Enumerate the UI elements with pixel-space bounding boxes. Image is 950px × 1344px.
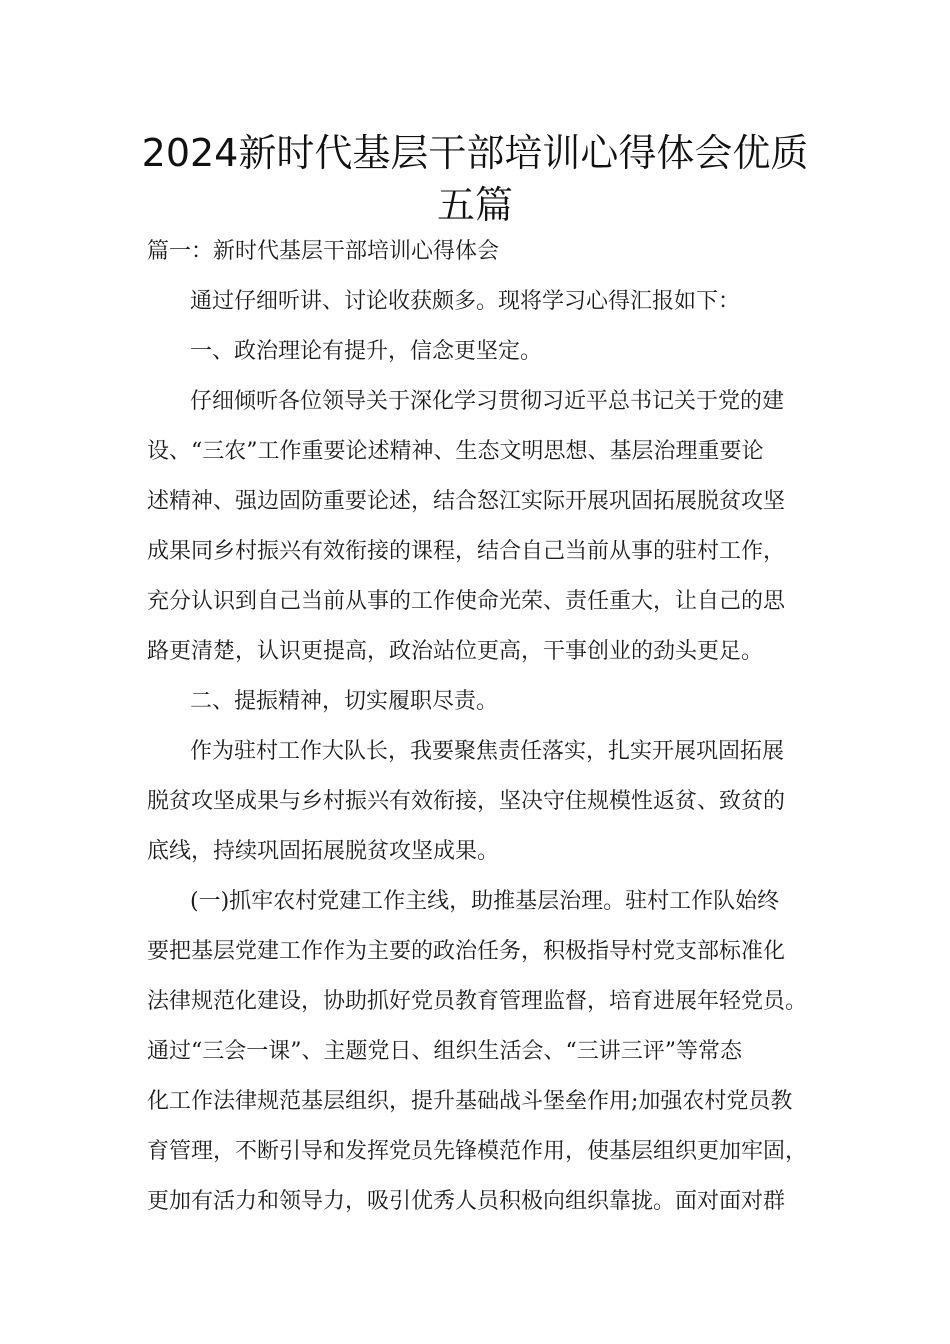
paragraph-line: 通过仔细听讲、讨论收获颇多。现将学习心得汇报如下： (190, 289, 741, 314)
paragraph-line: (一)抓牢农村党建工作主线，助推基层治理。驻村工作队始终 (190, 889, 780, 914)
document-title-line-1: 2024新时代基层干部培训心得体会优质 (141, 131, 809, 175)
paragraph-line: 述精神、强边固防重要论述，结合怒江实际开展巩固拓展脱贫攻坚 (147, 489, 786, 514)
paragraph-line: 法律规范化建设，协助抓好党员教育管理监督，培育进展年轻党员。 (147, 989, 807, 1014)
paragraph-line: 作为驻村工作大队长，我要聚焦责任落实，扎实开展巩固拓展 (190, 739, 785, 764)
paragraph-line: 设、“三农”工作重要论述精神、生态文明思想、基层治理重要论 (147, 439, 764, 464)
paragraph-line: 脱贫攻坚成果与乡村振兴有效衔接，坚决守住规模性返贫、致贫的 (147, 789, 786, 814)
paragraph-line: 化工作法律规范基层组织，提升基础战斗堡垒作用;加强农村党员教 (147, 1089, 793, 1114)
subheading: 二、提振精神，切实履职尽责。 (190, 689, 499, 714)
paragraph-line: 育管理，不断引导和发挥党员先锋模范作用，使基层组织更加牢固， (147, 1139, 807, 1164)
paragraph-line: 要把基层党建工作作为主要的政治任务，积极指导村党支部标准化 (147, 939, 786, 964)
paragraph-line: 更加有活力和领导力，吸引优秀人员积极向组织靠拢。面对面对群 (147, 1189, 786, 1214)
paragraph-line: 仔细倾听各位领导关于深化学习贯彻习近平总书记关于党的建 (190, 389, 785, 414)
document-title-line-2: 五篇 (436, 183, 513, 227)
paragraph-line: 通过“三会一课”、主题党日、组织生活会、“三讲三评”等常态 (147, 1039, 742, 1064)
paragraph-line: 底线，持续巩固拓展脱贫攻坚成果。 (147, 839, 500, 864)
paragraph-line: 成果同乡村振兴有效衔接的课程，结合自己当前从事的驻村工作， (147, 539, 786, 564)
subheading: 一、政治理论有提升，信念更坚定。 (190, 339, 543, 364)
paragraph-line: 充分认识到自己当前从事的工作使命光荣、责任重大，让自己的思 (147, 589, 786, 614)
paragraph-line: 路更清楚，认识更提高，政治站位更高，干事创业的劲头更足。 (147, 639, 764, 664)
section-heading: 篇一：新时代基层干部培训心得体会 (147, 239, 500, 264)
